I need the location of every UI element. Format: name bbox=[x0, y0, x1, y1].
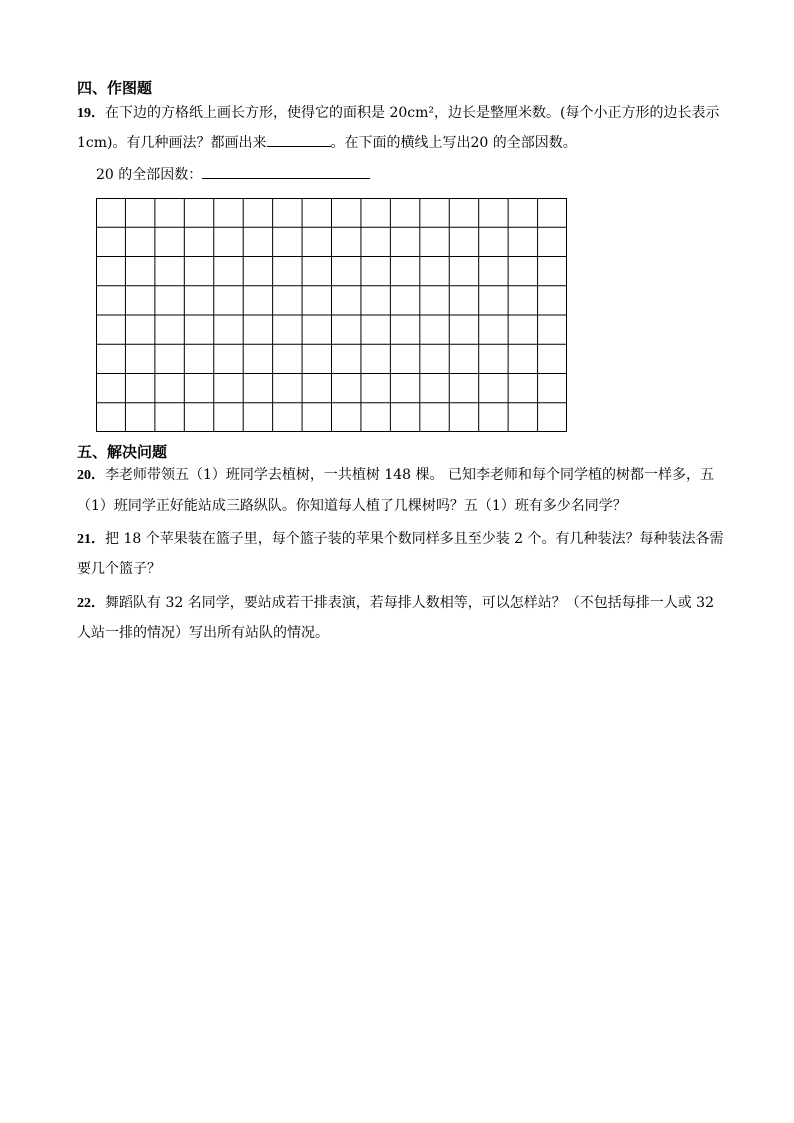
question-22-line-1 bbox=[77, 594, 714, 613]
section-four-heading: 四、作图题 bbox=[77, 79, 153, 97]
question-22-line-2: 人站一排的情况）写出所有站队的情况。 bbox=[77, 625, 329, 641]
answer-blank[interactable] bbox=[267, 134, 331, 147]
question-20-line-2: （1）班同学正好能站成三路纵队。你知道每人植了几棵树吗？五（1）班有多少名同学？ bbox=[77, 498, 627, 514]
question-20-number: 20． bbox=[77, 468, 105, 483]
factors-answer-blank[interactable] bbox=[202, 166, 370, 179]
question-19-line-2 bbox=[77, 134, 577, 152]
question-22-text-1: 舞蹈队有 32 名同学，要站成若干排表演，若每排人数相等，可以怎样站？（不包括每排一人或 32 bbox=[105, 595, 714, 611]
question-21-line-1 bbox=[77, 530, 724, 549]
question-20-text-1: 李老师带领五（1）班同学去植树，一共植树 148 棵。 已知李老师和每个同学植的树都一样多，五 bbox=[105, 467, 714, 483]
question-22-number: 22． bbox=[77, 596, 105, 611]
square-grid-paper[interactable] bbox=[96, 198, 567, 432]
section-five-heading: 五、解决问题 bbox=[77, 443, 168, 461]
question-21-number: 21． bbox=[77, 532, 105, 547]
question-21-text-1: 把 18 个苹果装在篮子里，每个篮子装的苹果个数同样多且至少装 2 个。有几种装法？每种装法各需 bbox=[105, 531, 724, 547]
factors-answer-line bbox=[96, 166, 370, 184]
question-21-line-2: 要几个篮子？ bbox=[77, 561, 161, 577]
question-20-line-1 bbox=[77, 466, 714, 485]
factors-label: 20 的全部因数： bbox=[96, 167, 203, 183]
question-19-text-2a: 1cm)。有几种画法？都画出来 bbox=[77, 135, 267, 151]
question-19-text-2b: 。在下面的横线上写出20 的全部因数。 bbox=[330, 135, 577, 151]
question-19-line-1 bbox=[77, 104, 719, 123]
question-19-text-1: 在下边的方格纸上画长方形，使得它的面积是 20cm²，边长是整厘米数。(每个小正方形的边长表示 bbox=[105, 105, 720, 121]
question-19-number: 19． bbox=[77, 106, 105, 121]
